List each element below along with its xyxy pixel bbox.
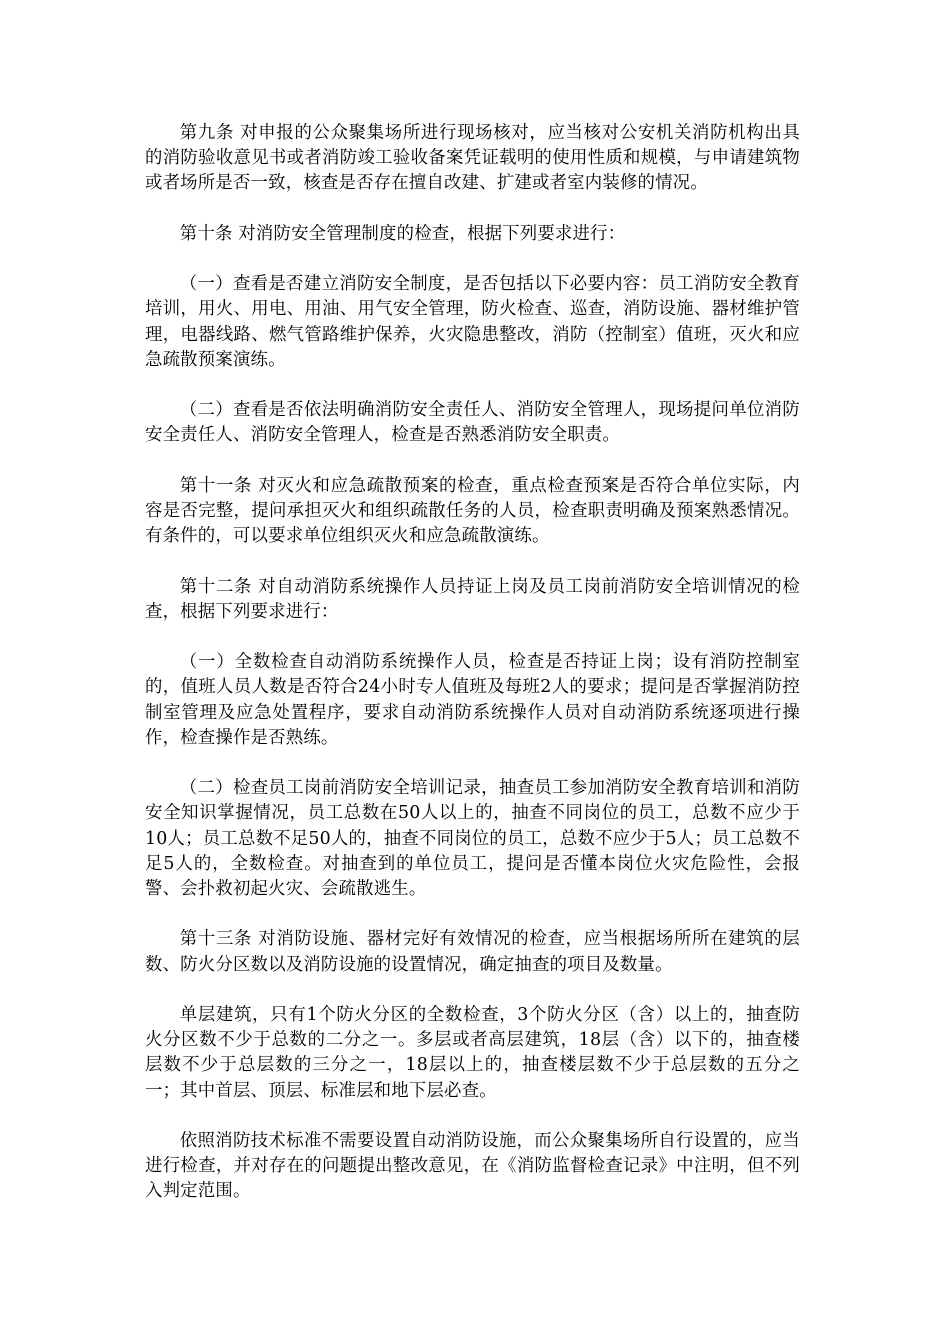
article-12-paragraph: 第十二条 对自动消防系统操作人员持证上岗及员工岗前消防安全培训情况的检查，根据下列要求进行： xyxy=(145,576,800,622)
floor-sampling-paragraph: 单层建筑，只有1个防火分区的全数检查，3个防火分区（含）以上的，抽查防火分区数不少于总数的二分之一。多层或者高层建筑，18层（含）以下的，抽查楼层数不少于总层数的三分之一，18层以上的，抽查楼层数不少于总层数的五分之一；其中首层、顶层、标准层和地下层必查。 xyxy=(145,1004,800,1101)
article-12-item-1: （一）全数检查自动消防系统操作人员，检查是否持证上岗；设有消防控制室的，值班人员人数是否符合24小时专人值班及每班2人的要求；提问是否掌握消防控制室管理及应急处置程序，要求自动消防系统操作人员对自动消防系统逐项进行操作，检查操作是否熟练。 xyxy=(145,652,800,748)
article-10-paragraph: 第十条 对消防安全管理制度的检查，根据下列要求进行： xyxy=(179,223,626,244)
article-9-paragraph: 第九条 对申报的公众聚集场所进行现场核对，应当核对公安机关消防机构出具的消防验收意见书或者消防竣工验收备案凭证载明的使用性质和规模，与申请建筑物或者场所是否一致，核查是否存在擅自改建、扩建或者室内装修的情况。 xyxy=(145,123,800,194)
document-body xyxy=(145,121,800,1205)
article-11-paragraph: 第十一条 对灭火和应急疏散预案的检查，重点检查预案是否符合单位实际，内容是否完整，提问承担灭火和组织疏散任务的人员，检查职责明确及预案熟悉情况。有条件的，可以要求单位组织灭火和应急疏散演练。 xyxy=(145,475,800,547)
voluntary-facilities-paragraph: 依照消防技术标准不需要设置自动消防设施，而公众聚集场所自行设置的，应当进行检查，并对存在的问题提出整改意见，在《消防监督检查记录》中注明，但不列入判定范围。 xyxy=(145,1130,800,1202)
article-10-item-1: （一）查看是否建立消防安全制度，是否包括以下必要内容：员工消防安全教育培训，用火、用电、用油、用气安全管理，防火检查、巡查，消防设施、器材维护管理，电器线路、燃气管路维护保养，火灾隐患整改，消防（控制室）值班，灭火和应急疏散预案演练。 xyxy=(145,274,800,370)
article-13-paragraph: 第十三条 对消防设施、器材完好有效情况的检查，应当根据场所所在建筑的层数、防火分区数以及消防设施的设置情况，确定抽查的项目及数量。 xyxy=(145,929,800,975)
article-10-item-2: （二）查看是否依法明确消防安全责任人、消防安全管理人，现场提问单位消防安全责任人、消防安全管理人，检查是否熟悉消防安全职责。 xyxy=(145,400,800,446)
article-12-item-2: （二）检查员工岗前消防安全培训记录，抽查员工参加消防安全教育培训和消防安全知识掌握情况，员工总数在50人以上的，抽查不同岗位的员工，总数不应少于10人；员工总数不足50人的，抽查不同岗位的员工，总数不应少于5人；员工总数不足5人的，全数检查。对抽查到的单位员工，提问是否懂本岗位火灾危险性，会报警、会扑救初起火灾、会疏散逃生。 xyxy=(145,778,800,899)
